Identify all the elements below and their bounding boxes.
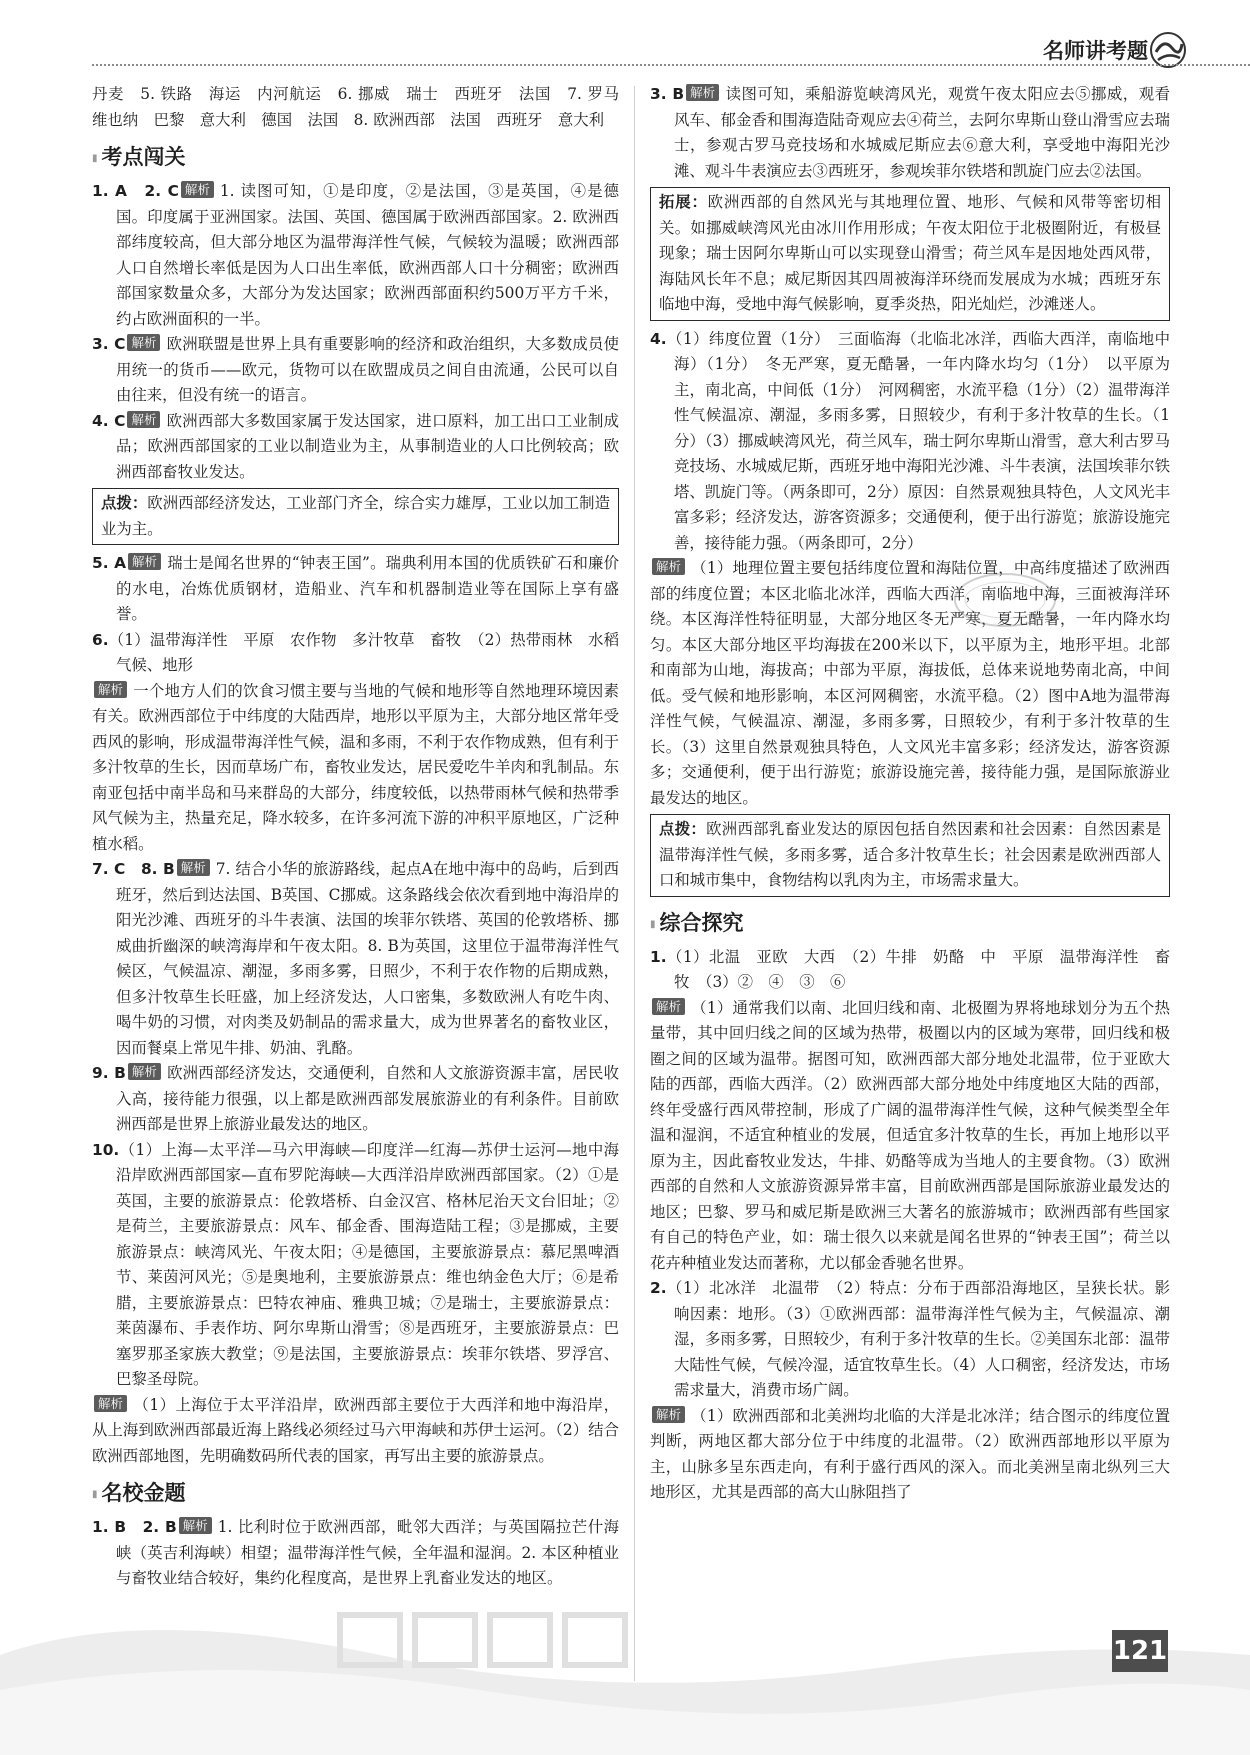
jiexi-badge: 解析 xyxy=(127,334,160,351)
header-divider xyxy=(92,64,1250,66)
page-header xyxy=(0,0,1250,70)
dianbo-box xyxy=(92,488,619,545)
answer-text: 7. 结合小华的旅游路线，起点A在地中海中的岛屿，后到西班牙，然后到达法国、B英国、C挪威。这条路线会依次看到地中海沿岸的阳光沙滩、西班牙的斗牛表演、法国的埃菲尔铁塔、英国的伦敦塔桥、挪威曲折幽深的峡湾海岸和午夜太阳。8. B为英国，这里位于温带海洋性气候区，气候温凉、潮湿，多雨多雾，日照少，不利于农作物的后期成熟，但多汁牧草生长旺盛，加上经济发达，人口密集，多数欧洲人有吃牛肉、喝牛奶的习惯，对肉类及奶制品的需求量大，成为世界著名的畜牧业区，因而餐桌上常见牛排、奶油、乳酪。 xyxy=(116,860,619,1057)
answer-number: 4. xyxy=(650,329,667,348)
answer-number: 1. B 2. B xyxy=(92,1518,177,1536)
answer-text: 读图可知，乘船游览峡湾风光，观赏午夜太阳应去⑤挪威，观看风车、郁金香和围海造陆奇观应去④荷兰，去阿尔卑斯山登山滑雪应去瑞士，参观古罗马竞技场和水城威尼斯应去⑥意大利，享受地中海阳光沙滩、观斗牛表演应去③西班牙，参观埃菲尔铁塔和凯旋门应去②法国。 xyxy=(674,85,1170,180)
jiexi-badge: 解析 xyxy=(128,1063,161,1080)
tuozhan-box xyxy=(650,187,1170,321)
jiexi-badge: 解析 xyxy=(94,1395,127,1412)
analysis-text xyxy=(650,556,1170,811)
header-title: 名师讲考题 xyxy=(1043,39,1148,63)
answer-item xyxy=(92,1061,619,1138)
answer-number: 3. B xyxy=(650,85,685,103)
answer-text: 一个地方人们的饮食习惯主要与当地的气候和地形等自然地理环境因素有关。欧洲西部位于中纬度的大陆西岸，地形以平原为主，大部分地区常年受西风的影响，形成温带海洋性气候，温和多雨，不利于农作物成熟，但有利于多汁牧草的生长，因而草场广布，畜牧业发达，居民爱吃牛羊肉和乳制品。东南亚包括中南半岛和马来群岛的大部分，纬度较低，以热带雨林气候和热带季风气候为主，热量充足，降水较多，在许多河流下游的冲积平原地区，广泛种植水稻。 xyxy=(92,681,619,853)
section-title-zonghe: ▮ 综合探究 xyxy=(650,903,1170,945)
answer-number: 4. C xyxy=(92,411,126,430)
dianbo-label: 点拨： xyxy=(659,820,707,838)
answer-item xyxy=(650,1276,1170,1404)
answer-text: 1. 读图可知，①是印度，②是法国，③是英国，④是德国。印度属于亚洲国家。法国、英国、德国属于欧洲西部国家。2. 欧洲西部纬度较高，但大部分地区为温带海洋性气候，气候较为温暖；欧洲西部人口自然增长率低是因为人口出生率低，欧洲西部人口十分稠密；欧洲西部国家数量众多，大部分为发达国家；欧洲西部面积约500万平方千米，约占欧洲面积的一半。 xyxy=(116,182,619,328)
section-title-mingxiao: ▮ 名校金题 xyxy=(92,1473,619,1515)
answer-item xyxy=(650,945,1170,996)
watermark-logo xyxy=(330,1605,630,1675)
answer-item xyxy=(92,1138,619,1393)
answer-text: （1）欧洲西部和北美洲均北临的大洋是北冰洋；结合图示的纬度位置判断，两地区都大部分位于中纬度的北温带。（2）欧洲西部地形以平原为主，山脉多呈东西走向，有利于盛行西风的深入。而北美洲呈南北纵列三大地形区，尤其是西部的高大山脉阻挡了 xyxy=(650,1406,1170,1501)
answer-text: 欧洲西部经济发达，交通便利，自然和人文旅游资源丰富，居民收入高，接待能力很强，以上都是欧洲西部发展旅游业的有利条件。目前欧洲西部是世界上旅游业最发达的地区。 xyxy=(116,1064,619,1133)
analysis-text xyxy=(650,1404,1170,1506)
jiexi-badge: 解析 xyxy=(652,998,685,1015)
right-column xyxy=(650,82,1170,1506)
answer-item xyxy=(92,409,619,486)
section-title-kaodian: ▮ 考点闯关 xyxy=(92,137,619,179)
answer-number: 2. xyxy=(650,1279,667,1297)
answer-number: 3. C xyxy=(92,335,126,353)
dianbo-label: 点拨： xyxy=(101,494,148,512)
answer-key: （1）北冰洋 北温带 （2）特点：分布于西部沿海地区，呈狭长状。影响因素：地形。（3）①欧洲西部：温带海洋性气候为主，气候温凉、潮湿，多雨多雾，日照较少，有利于多汁牧草的生长。②美国东北部：温带大陆性气候，气候冷湿，适宜牧草生长。（4）人口稠密，经济发达，市场需求量大，消费市场广阔。 xyxy=(666,1279,1170,1399)
answer-number: 1. A 2. C xyxy=(92,182,179,200)
answer-number: 5. A xyxy=(92,554,127,572)
answer-text: 1. 比利时位于欧洲西部，毗邻大西洋；与英国隔拉芒什海峡（英吉利海峡）相望；温带海洋性气候，全年温和湿润。2. 本区种植业与畜牧业结合较好，集约化程度高，是世界上乳畜业发达的地区。 xyxy=(116,1518,619,1587)
jiexi-badge: 解析 xyxy=(179,1517,212,1534)
jiexi-badge: 解析 xyxy=(686,84,719,101)
answer-text: （1）上海—太平洋—马六甲海峡—印度洋—红海—苏伊士运河—地中海沿岸欧洲西部国家—直布罗陀海峡—大西洋沿岸欧洲西部国家。（2）①是英国，主要的旅游景点：伦敦塔桥、白金汉宫、格林尼治天文台旧址；②是荷兰，主要旅游景点：风车、郁金香、围海造陆工程；③是挪威，主要旅游景点：峡湾风光、午夜太阳；④是德国，主要旅游景点：慕尼黑啤酒节、莱茵河风光；⑤是奥地利，主要旅游景点：维也纳金色大厅；⑥是希腊，主要旅游景点：巴特农神庙、雅典卫城；⑦是瑞士，主要旅游景点：莱茵瀑布、手表作坊、阿尔卑斯山滑雪；⑧是西班牙，主要旅游景点：巴塞罗那圣家族大教堂；⑨是法国，主要旅游景点：埃菲尔铁塔、罗浮宫、巴黎圣母院。 xyxy=(116,1140,619,1388)
answer-item xyxy=(92,332,619,409)
answer-item xyxy=(92,1515,619,1592)
answer-text: （1）上海位于太平洋沿岸，欧洲西部主要位于大西洋和地中海沿岸，从上海到欧洲西部最近海上路线必须经过马六甲海峡和苏伊士运河。（2）结合欧洲西部地图，先明确数码所代表的国家，再写出主要的旅游景点。 xyxy=(92,1395,619,1465)
tuozhan-text: 欧洲西部的自然风光与其地理位置、地形、气候和风带等密切相关。如挪威峡湾风光由冰川作用形成；午夜太阳位于北极圈附近，有极昼现象；瑞士因阿尔卑斯山可以实现登山滑雪；荷兰风车是因地处西风带，海陆风长年不息；威尼斯因其四周被海洋环绕而发展成为水城；西班牙东临地中海，受地中海气候影响，夏季炎热，阳光灿烂，沙滩迷人。 xyxy=(659,193,1161,313)
stamp-icon xyxy=(950,570,1060,630)
answer-item xyxy=(650,327,1170,557)
answer-item xyxy=(92,179,619,332)
answer-text: （1）纬度位置（1分） 三面临海（北临北冰洋，西临大西洋，南临地中海）（1分） 冬无严寒，夏无酷暑，一年内降水均匀（1分） 以平原为主，南北高，中间低（1分） 河网稠密，水流平稳（1分）（2）温带海洋性气候温凉、潮湿，多雨多雾，日照较少，有利于多汁牧草的生长。（1分）（3）挪威峡湾风光，荷兰风车，瑞士阿尔卑斯山滑雪，意大利古罗马竞技场、水城威尼斯，西班牙地中海阳光沙滩、斗牛表演，法国埃菲尔铁塔、凯旋门等。（两条即可，2分）原因：自然景观独具特色，人文风光丰富多彩；经济发达，游客资源多；交通便利，便于出行游览；旅游设施完善，接待能力强。（两条即可，2分） xyxy=(666,329,1170,552)
analysis-text xyxy=(92,679,619,858)
page-number: 121 xyxy=(1112,1630,1168,1672)
column-divider xyxy=(634,86,635,1681)
answer-number: 1. xyxy=(650,947,667,966)
answer-item xyxy=(92,628,635,679)
answer-number: 9. B xyxy=(92,1064,126,1082)
answer-number: 7. C 8. B xyxy=(92,860,175,878)
dianbo-text: 欧洲西部经济发达，工业部门齐全，综合实力雄厚，工业以加工制造业为主。 xyxy=(101,494,610,538)
answer-text: 瑞士是闻名世界的“钟表王国”。瑞典利用本国的优质铁矿石和廉价的水电，冶炼优质钢材，造船业、汽车和机器制造业等在国际上享有盛誉。 xyxy=(116,554,619,623)
analysis-text xyxy=(650,996,1170,1277)
jiexi-badge: 解析 xyxy=(128,553,161,570)
answer-number: 10. xyxy=(92,1140,120,1159)
answer-text: 欧洲联盟是世界上具有重要影响的经济和政治组织，大多数成员使用统一的货币——欧元，货物可以在欧盟成员之间自由流通，公民可以自由往来，但没有统一的语言。 xyxy=(116,335,619,404)
left-column xyxy=(92,82,635,1592)
answer-text: （1）通常我们以南、北回归线和南、北极圈为界将地球划分为五个热量带，其中回归线之间的区域为热带，极圈以内的区域为寒带，回归线和极圈之间的区域为温带。据图可知，欧洲西部大部分地处北温带，位于亚欧大陆的西部，西临大西洋。（2）欧洲西部大部分地处中纬度地区大陆的西部，终年受盛行西风带控制，形成了广阔的温带海洋性气候，这种气候类型全年温和湿润，不适宜种植业的发展，但适宜多汁牧草的生长，再加上地形以平原为主，因此畜牧业发达，牛排、奶酪等成为当地人的主要食物。（3）欧洲西部的自然和人文旅游资源异常丰富，目前欧洲西部是国际旅游业最发达的地区；巴黎、罗马和威尼斯是欧洲三大著名的旅游城市；欧洲西部有些国家有自己的特色产业，如：瑞士很久以来就是闻名世界的“钟表王国”；荷兰以花卉种植业发达而著称，尤以郁金香驰名世界。 xyxy=(650,998,1170,1272)
jiexi-badge: 解析 xyxy=(181,181,214,198)
jiexi-badge: 解析 xyxy=(94,681,127,698)
answer-number: 6. xyxy=(92,630,109,649)
intro-answers: 丹麦 5. 铁路 海运 内河航运 6. 挪威 瑞士 西班牙 法国 7. 罗马 维也纳 巴黎 意大利 德国 法国 8. 欧洲西部 法国 西班牙 意大利 xyxy=(92,85,635,129)
dianbo-box xyxy=(650,814,1170,897)
answer-key: （1）北温 亚欧 大西 （2）牛排 奶酪 中 平原 温带海洋性 畜牧 （3）② ④ ③ ⑥ xyxy=(666,947,1170,991)
answer-item xyxy=(650,82,1170,184)
answer-item xyxy=(92,551,619,628)
answer-text: 欧洲西部大多数国家属于发达国家，进口原料，加工出口工业制成品；欧洲西部国家的工业以制造业为主，从事制造业的人口比例较高；欧洲西部畜牧业发达。 xyxy=(116,411,619,481)
answer-item xyxy=(92,857,619,1061)
jiexi-badge: 解析 xyxy=(177,859,210,876)
analysis-text xyxy=(92,1393,619,1470)
answer-text: （1）地理位置主要包括纬度位置和海陆位置，中高纬度描述了欧洲西部的纬度位置；本区北临北冰洋，西临大西洋，南临地中海，三面被海洋环绕。本区海洋性特征明显，大部分地区冬无严寒，夏无酷暑，一年内降水均匀。本区大部分地区平均海拔在200米以下，以平原为主，地形平坦。北部和南部为山地，海拔高；中部为平原，海拔低，总体来说地势南北高，中间低。受气候和地形影响，本区河网稠密，水流平稳。（2）图中A地为温带海洋性气候，气候温凉、潮湿，多雨多雾，日照较少，有利于多汁牧草的生长。（3）这里自然景观独具特色，人文风光丰富多彩；经济发达，游客资源多；交通便利，便于出行游览；旅游设施完善，接待能力强，是国际旅游业最发达的地区。 xyxy=(650,559,1170,807)
jiexi-badge: 解析 xyxy=(652,558,685,575)
tuozhan-label: 拓展： xyxy=(659,193,708,211)
dianbo-text: 欧洲西部乳畜业发达的原因包括自然因素和社会因素：自然因素是温带海洋性气候，多雨多雾，适合多汁牧草生长；社会因素是欧洲西部人口和城市集中，食物结构以乳肉为主，市场需求量大。 xyxy=(659,820,1161,889)
jiexi-badge: 解析 xyxy=(127,411,160,428)
answer-key: （1）温带海洋性 平原 农作物 多汁牧草 畜牧 （2）热带雨林 水稻 气候、地形 xyxy=(108,630,635,674)
jiexi-badge: 解析 xyxy=(652,1406,685,1423)
